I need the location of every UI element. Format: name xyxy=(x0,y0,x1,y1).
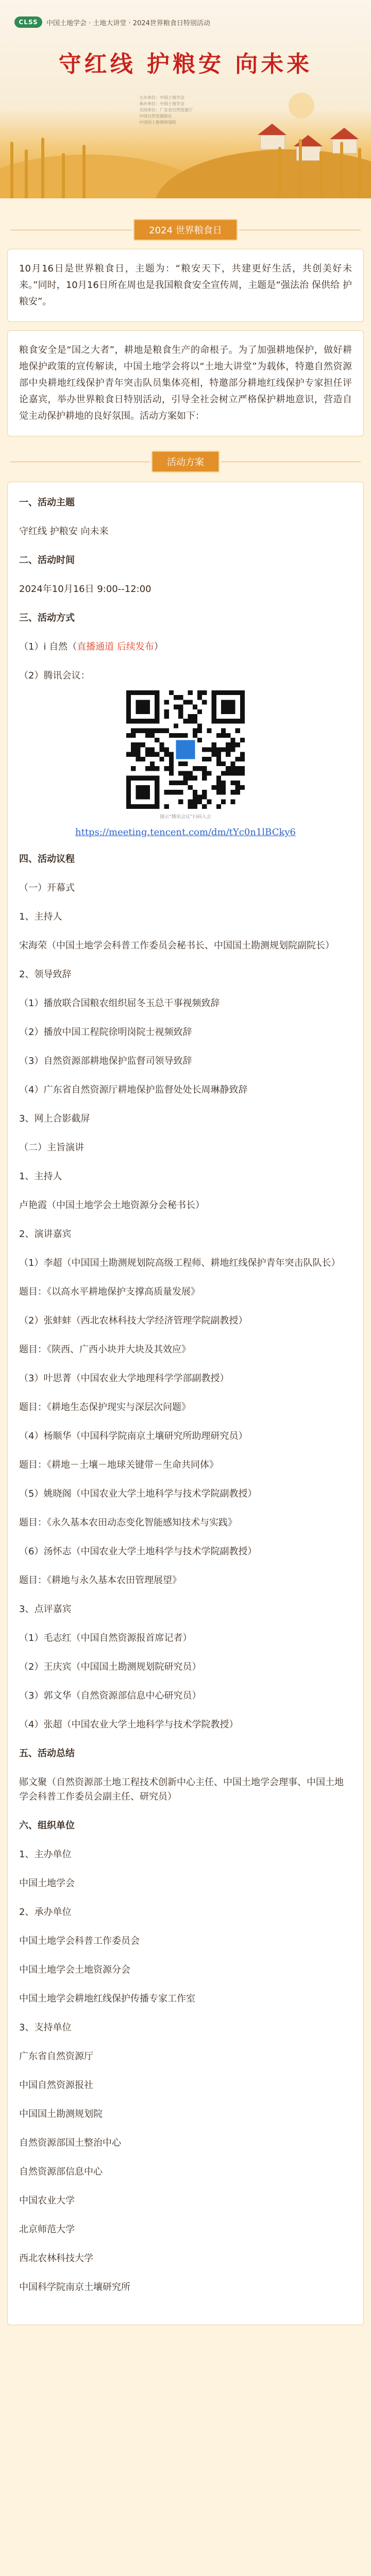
agenda-item: 1、主持人 xyxy=(19,911,62,922)
background-card xyxy=(7,330,364,436)
agenda-item: （二）主旨演讲 xyxy=(19,1142,84,1153)
heading-summary: 五、活动总结 xyxy=(19,1748,75,1759)
organizer-list xyxy=(19,1848,352,2295)
agenda-item: 题目：《耕地－土壤－地球关键带－生命共同体》 xyxy=(19,1460,218,1470)
intro-card xyxy=(7,249,364,322)
agenda-item: 1、主持人 xyxy=(19,1171,62,1182)
agenda-item: （2）张蚌蚌（西北农林科技大学经济管理学院副教授） xyxy=(19,1315,248,1326)
section-label: 2024 世界粮食日 xyxy=(133,219,238,241)
background-paragraph: 粮食安全是“国之大者”，耕地是粮食生产的命根子。为了加强耕地保护，做好耕地保护政策的宣传解读，中国土地学会将以“土地大讲堂”为载体，特邀自然资源部中央耕地红线保护青年突击队员集体亮相，特邀部分耕地红线保护专家担任评论嘉宾，举办世界粮食日特别活动，引导全社会树立严格保护耕地意识，营造自觉主动保护耕地的良好氛围。活动方案如下： xyxy=(19,345,352,421)
organizer-item: 1、主办单位 xyxy=(19,1849,72,1860)
organizer-item: 广东省自然资源厅 xyxy=(19,2051,93,2062)
agenda-item: 题目：《耕地与永久基本农田管理展望》 xyxy=(19,1575,181,1586)
banner-headline: 守红线 护粮安 向未来 xyxy=(58,51,313,77)
organizer-item: 中国科学院南京土壤研究所 xyxy=(19,2282,130,2293)
brand-text: 中国土地学会 · 土地大讲堂 · 2024世界粮食日特别活动 xyxy=(46,19,210,27)
sun-decoration xyxy=(289,93,314,118)
banner-small-line: 承办单位：中国土地学会 xyxy=(139,101,184,106)
brand-bar xyxy=(14,16,210,28)
agenda-item: （3）自然资源部耕地保护监督司领导致辞 xyxy=(19,1056,192,1066)
heading-organizers: 六、组织单位 xyxy=(19,1820,75,1831)
banner-small-line: 主办单位：中国土地学会 xyxy=(139,95,184,100)
time-text: 2024年10月16日 9:00--12:00 xyxy=(19,584,151,595)
agenda-item: （3）叶思菁（中国农业大学地理科学学部副教授） xyxy=(19,1373,229,1384)
agenda-item: （2）播放中国工程院徐明岗院士视频致辞 xyxy=(19,1027,192,1038)
section-header-plan xyxy=(0,451,371,472)
heading-method: 三、活动方式 xyxy=(19,613,75,623)
agenda-item: （4）张超（中国农业大学土地科学与技术学院教授） xyxy=(19,1719,239,1730)
banner-small-text xyxy=(139,95,232,126)
agenda-list xyxy=(19,881,352,1732)
agenda-item: （1）李超（中国国土勘测规划院高级工程师、耕地红线保护青年突击队队长） xyxy=(19,1258,341,1268)
organizer-item: 西北农林科技大学 xyxy=(19,2253,93,2264)
agenda-item: 3、点评嘉宾 xyxy=(19,1604,72,1615)
organizer-item: 中国农业大学 xyxy=(19,2195,75,2206)
agenda-item: 2、演讲嘉宾 xyxy=(19,1229,72,1240)
agenda-item: （一）开幕式 xyxy=(19,883,75,893)
organizer-item: 中国土地学会科普工作委员会 xyxy=(19,1936,140,1946)
organizer-item: 中国自然资源报社 xyxy=(19,2080,93,2091)
section-header-world-food-day xyxy=(0,219,371,241)
agenda-item: （3）郭文华（自然资源部信息中心研究员） xyxy=(19,1690,201,1701)
agenda-item: （4）杨顺华（中国科学院南京土壤研究所助理研究员） xyxy=(19,1431,248,1442)
banner xyxy=(0,0,371,198)
agenda-item: （1）毛志红（中国自然资源报首席记者） xyxy=(19,1633,192,1643)
method-1: （1）i 自然（直播通道 后续发布） xyxy=(19,641,163,652)
agenda-item: 卢艳霞（中国土地学会土地资源分会秘书长） xyxy=(19,1200,205,1211)
wheat-illustration xyxy=(0,137,371,198)
heading-theme: 一、活动主题 xyxy=(19,497,75,508)
agenda-item: 宋海荣（中国土地学会科普工作委员会秘书长、中国国土勘测规划院副院长） xyxy=(19,940,334,951)
theme-text: 守红线 护粮安 向未来 xyxy=(19,526,109,537)
organizer-item: 北京师范大学 xyxy=(19,2224,75,2235)
agenda-item: 3、网上合影截屏 xyxy=(19,1113,90,1124)
agenda-item: （4）广东省自然资源厅耕地保护监督处处长周琳静致辞 xyxy=(19,1084,248,1095)
clss-logo: CLSS xyxy=(14,16,42,28)
method-2: （2）腾讯会议： xyxy=(19,670,90,681)
organizer-item: 2、承办单位 xyxy=(19,1907,72,1918)
banner-small-line: 中国自然资源报社 xyxy=(139,114,172,118)
meeting-qr-code[interactable] xyxy=(126,690,245,809)
agenda-item: 题目：《永久基本农田动态变化智能感知技术与实践》 xyxy=(19,1517,237,1528)
banner-small-line: 中国国土勘测规划院 xyxy=(139,120,176,125)
plan-body xyxy=(7,482,364,2325)
organizer-item: 自然资源部信息中心 xyxy=(19,2166,103,2177)
meeting-link[interactable]: https://meeting.tencent.com/dm/tYc0n1lBCky6 xyxy=(75,827,296,838)
agenda-item: （6）汤怀志（中国农业大学土地科学与技术学院副教授） xyxy=(19,1546,257,1557)
live-channel-note: 直播通道 后续发布 xyxy=(77,641,154,652)
agenda-item: 题目：《以高水平耕地保护支撑高质量发展》 xyxy=(19,1286,200,1297)
organizer-item: 中国土地学会耕地红线保护传播专家工作室 xyxy=(19,1993,195,2004)
agenda-item: 题目：《耕地生态保护现实与深层次问题》 xyxy=(19,1402,191,1413)
organizer-item: 中国土地学会 xyxy=(19,1878,75,1889)
agenda-item: 2、领导致辞 xyxy=(19,969,72,980)
summary-text: 郧文聚（自然资源部土地工程技术创新中心主任、中国土地学会理事、中国土地学会科普工作委员会副主任、研究员） xyxy=(19,1777,344,1802)
agenda-item: 题目：《陕西、广西小块并大块及其效应》 xyxy=(19,1344,191,1355)
intro-paragraph: 10月16日是世界粮食日，主题为：“粮安天下，共建更好生活，共创美好未来。”同时，10月16日所在周也是我国粮食安全宣传周，主题是“强法治 保供给 护粮安”。 xyxy=(19,263,352,307)
banner-small-line: 支持单位：广东省自然资源厅 xyxy=(139,108,193,112)
section-label: 活动方案 xyxy=(151,451,220,472)
organizer-item: 中国土地学会土地资源分会 xyxy=(19,1964,130,1975)
organizer-item: 中国国土勘测规划院 xyxy=(19,2109,103,2120)
agenda-item: （1）播放联合国粮农组织屈冬玉总干事视频致辞 xyxy=(19,998,220,1009)
qr-caption: 图示“腾讯会议”扫码入会 xyxy=(160,815,211,820)
agenda-item: （5）姚晓阁（中国农业大学土地科学与技术学院副教授） xyxy=(19,1488,257,1499)
heading-time: 二、活动时间 xyxy=(19,555,75,566)
meeting-qr-block xyxy=(19,690,352,820)
agenda-item: （2）王庆宾（中国国土勘测规划院研究员） xyxy=(19,1662,201,1672)
organizer-item: 3、支持单位 xyxy=(19,2022,72,2033)
heading-agenda: 四、活动议程 xyxy=(19,854,75,865)
organizer-item: 自然资源部国土整治中心 xyxy=(19,2138,121,2148)
